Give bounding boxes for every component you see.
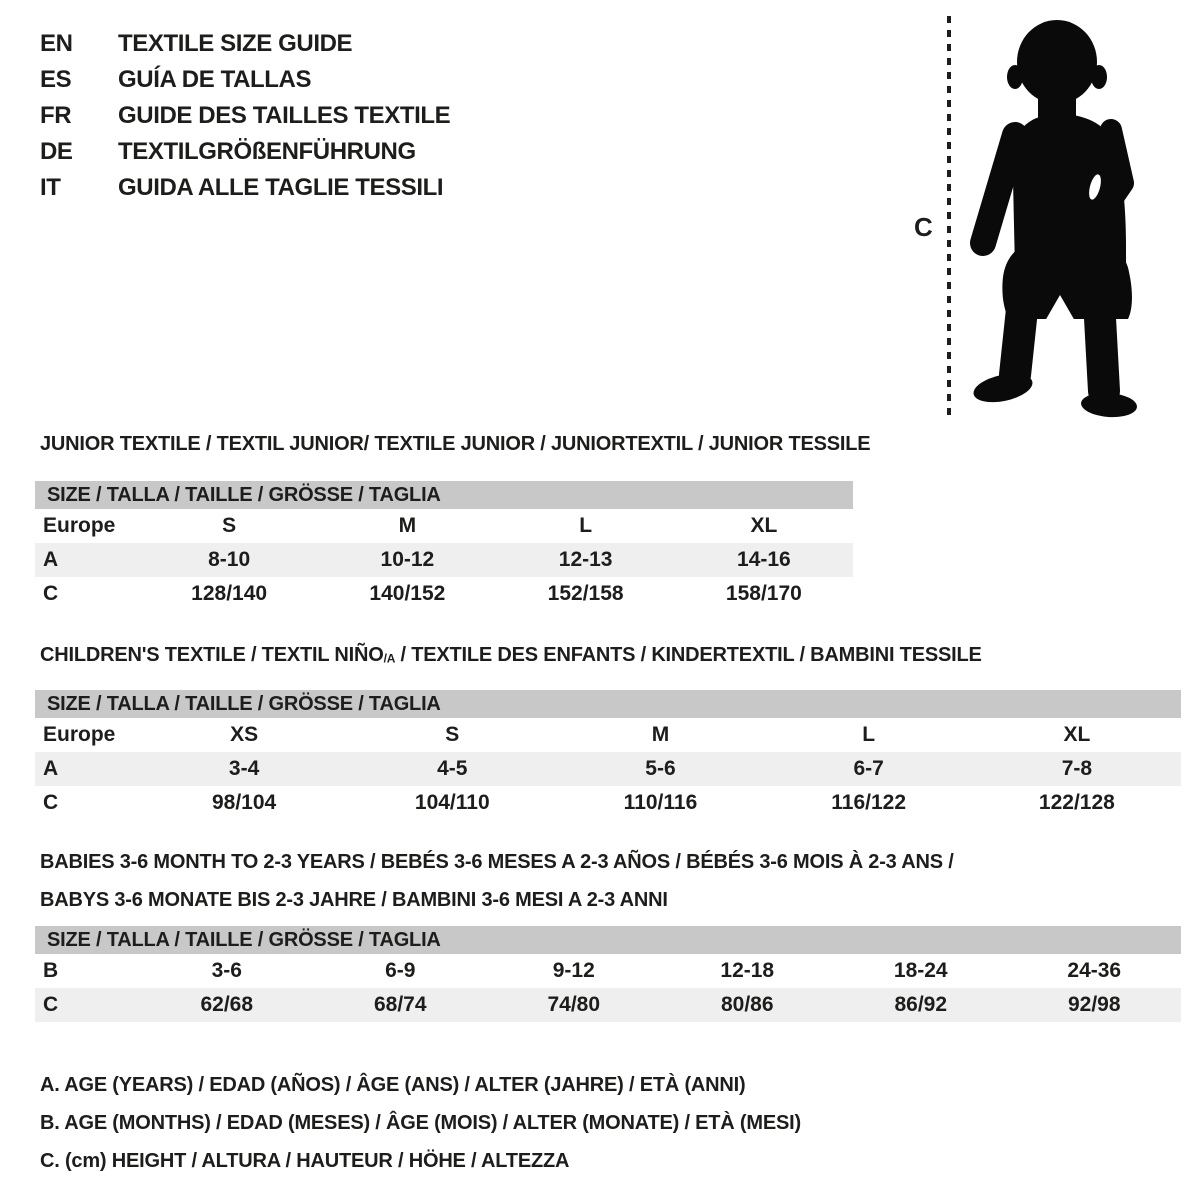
guide-title-es: GUÍA DE TALLAS [118,66,312,93]
table-row-height-cm [35,786,1181,820]
row-label: A [35,752,140,786]
babies-title-line1: BABIES 3-6 MONTH TO 2-3 YEARS / BEBÉS 3-6 MESES A 2-3 AÑOS / BÉBÉS 3-6 MOIS À 2-3 ANS / [40,851,954,873]
children-table-header: SIZE / TALLA / TAILLE / GRÖSSE / TAGLIA [35,690,1181,718]
height-cell: 104/110 [414,791,490,814]
children-section-title [40,644,982,667]
age-cell: 6-9 [385,959,416,982]
lang-row-en [40,26,450,62]
row-label: C [43,791,59,814]
age-cell: 18-24 [893,959,948,982]
height-cell: 152/158 [547,582,624,605]
lang-row-de [40,134,450,170]
height-cell: 62/68 [140,988,314,1022]
age-cell: 9-12 [552,959,595,982]
table-row-height-cm [35,577,853,611]
lang-code: EN [40,30,73,57]
size-cell: L [579,514,593,537]
guide-title-en: TEXTILE SIZE GUIDE [118,30,353,57]
height-cell: 158/170 [725,582,802,605]
table-row-age-months [35,954,1181,988]
legend [40,1066,801,1180]
children-title-pre: CHILDREN'S TEXTILE / TEXTIL NIÑO [40,644,384,666]
age-cell: 6-7 [765,752,973,786]
size-cell: S [445,723,460,746]
size-cell: M [398,514,417,537]
size-cell: XL [1063,723,1091,746]
lang-row-it [40,170,450,206]
height-cell: 80/86 [661,988,835,1022]
size-cell: S [222,514,237,537]
guide-title-fr: GUIDE DES TAILLES TEXTILE [118,102,451,129]
height-marker-label: C [914,212,933,242]
babies-title-line2: BABYS 3-6 MONATE BIS 2-3 JAHRE / BAMBINI 3-6 MESI A 2-3 ANNI [40,889,668,911]
size-cell: XS [230,723,259,746]
age-cell: 24-36 [1067,959,1122,982]
lang-row-es [40,62,450,98]
table-row-age-years [35,752,1181,786]
height-cell: 140/152 [369,582,446,605]
table-row-age-years [35,543,853,577]
height-cell: 122/128 [1038,791,1115,814]
size-cell: M [651,723,670,746]
age-cell: 7-8 [973,752,1181,786]
children-size-table [35,690,1181,820]
height-cell: 128/140 [191,582,268,605]
children-title-post: / TEXTILE DES ENFANTS / KINDERTEXTIL / BAMBINI TESSILE [395,644,982,666]
guide-title-it: GUIDA ALLE TAGLIE TESSILI [118,174,444,201]
babies-size-table [35,926,1181,1022]
height-cell: 68/74 [314,988,488,1022]
row-label: B [43,959,59,982]
size-cell: L [862,723,876,746]
age-cell: 10-12 [318,543,496,577]
lang-code: IT [40,174,61,201]
table-row-height-cm [35,988,1181,1022]
height-cell: 110/116 [623,791,698,814]
babies-table-header: SIZE / TALLA / TAILLE / GRÖSSE / TAGLIA [35,926,1181,954]
lang-code: DE [40,138,73,165]
babies-section-title [40,843,954,919]
lang-code: FR [40,102,72,129]
age-cell: 12-18 [720,959,775,982]
table-row-europe [35,718,1181,752]
height-cell: 86/92 [834,988,1008,1022]
row-label: C [43,582,59,605]
height-cell: 98/104 [211,791,277,814]
junior-table-header: SIZE / TALLA / TAILLE / GRÖSSE / TAGLIA [35,481,853,509]
legend-item-a: A. AGE (YEARS) / EDAD (AÑOS) / ÂGE (ANS) / ALTER (JAHRE) / ETÀ (ANNI) [40,1074,746,1096]
guide-title-de: TEXTILGRÖßENFÜHRUNG [118,138,416,165]
height-measure-dotted-line [947,16,951,416]
age-cell: 4-5 [348,752,556,786]
row-label: Europe [43,723,116,746]
table-row-europe [35,509,853,543]
row-label: C [35,988,140,1022]
children-title-subscript: /A [383,651,396,666]
age-cell: 3-4 [140,752,348,786]
age-cell: 12-13 [497,543,675,577]
size-cell: XL [750,514,778,537]
age-cell: 5-6 [556,752,764,786]
row-label: A [35,543,140,577]
height-cell: 92/98 [1008,988,1182,1022]
row-label: Europe [43,514,116,537]
age-cell: 8-10 [140,543,318,577]
language-title-list [40,26,450,206]
height-cell: 74/80 [487,988,661,1022]
junior-size-table [35,481,853,611]
junior-section-title: JUNIOR TEXTILE / TEXTIL JUNIOR/ TEXTILE JUNIOR / JUNIORTEXTIL / JUNIOR TESSILE [40,433,871,455]
age-cell: 3-6 [211,959,242,982]
lang-code: ES [40,66,72,93]
toddler-silhouette-icon [963,15,1153,420]
lang-row-fr [40,98,450,134]
legend-item-b: B. AGE (MONTHS) / EDAD (MESES) / ÂGE (MOIS) / ALTER (MONATE) / ETÀ (MESI) [40,1112,801,1134]
age-cell: 14-16 [675,543,853,577]
legend-item-c: C. (cm) HEIGHT / ALTURA / HAUTEUR / HÖHE / ALTEZZA [40,1150,570,1172]
height-cell: 116/122 [831,791,907,814]
